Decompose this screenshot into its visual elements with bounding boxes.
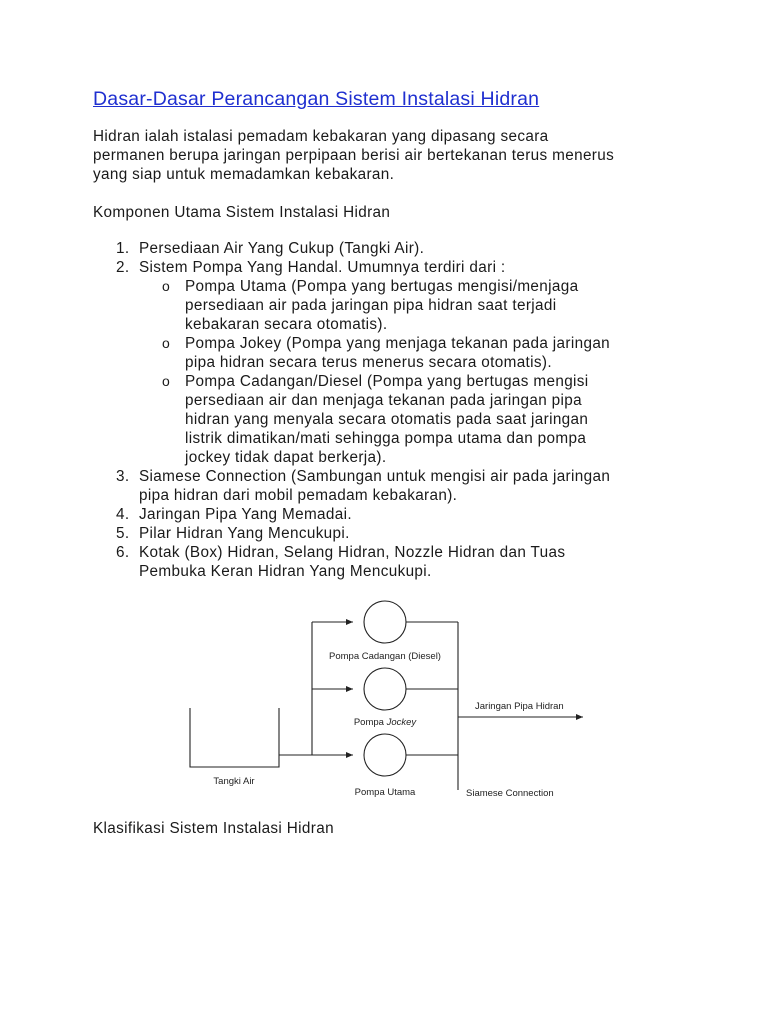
backup-pump-circle (364, 601, 406, 643)
list-item-text: Sistem Pompa Yang Handal. Umumnya terdiri dari : (139, 259, 506, 276)
jockey-pump-label-italic: Jockey (386, 717, 417, 728)
siamese-connection-label: Siamese Connection (466, 788, 554, 799)
sub-item-text: kebakaran secara otomatis). (185, 316, 388, 333)
tank-label: Tangki Air (213, 776, 255, 787)
sub-item-text: listrik dimatikan/mati sehingga pompa utama dan pompa (185, 430, 587, 447)
water-tank-shape (190, 708, 279, 767)
sub-item-text: Pompa Utama (Pompa yang bertugas mengisi/menjaga (185, 278, 579, 295)
list-item-text: Pembuka Keran Hidran Yang Mencukupi. (139, 563, 432, 580)
sub-item-text: Pompa Cadangan/Diesel (Pompa yang bertugas mengisi (185, 373, 589, 390)
intro-line: yang siap untuk memadamkan kebakaran. (93, 166, 395, 183)
intro-line: permanen berupa jaringan perpipaan berisi air bertekanan terus menerus (93, 147, 615, 164)
sub-item-text: jockey tidak dapat berkerja). (185, 449, 387, 466)
jockey-pump-circle (364, 668, 406, 710)
sub-item-text: Pompa Jokey (Pompa yang menjaga tekanan pada jaringan (185, 335, 611, 352)
list-item-text: pipa hidran dari mobil pemadam kebakaran). (139, 487, 458, 504)
list-item-text: Pilar Hidran Yang Mencukupi. (139, 525, 350, 542)
list-number: 6. (116, 544, 130, 561)
list-item-text: Siamese Connection (Sambungan untuk mengisi air pada jaringan (139, 468, 611, 485)
list-item-text: Kotak (Box) Hidran, Selang Hidran, Nozzle Hidran dan Tuas (139, 544, 566, 561)
page-title-link[interactable]: Dasar-Dasar Perancangan Sistem Instalasi Hidran (93, 88, 540, 110)
main-pump-circle (364, 734, 406, 776)
komponen-heading: Komponen Utama Sistem Instalasi Hidran (93, 204, 391, 221)
jockey-pump-label (354, 717, 418, 728)
main-pump-label: Pompa Utama (354, 787, 416, 798)
intro-line: Hidran ialah istalasi pemadam kebakaran yang dipasang secara (93, 128, 549, 145)
klasifikasi-heading: Klasifikasi Sistem Instalasi Hidran (93, 820, 334, 837)
bullet-marker: o (162, 278, 171, 294)
list-item-text: Jaringan Pipa Yang Memadai. (139, 506, 352, 523)
sub-item-text: persediaan air pada jaringan pipa hidran saat terjadi (185, 297, 557, 314)
list-number: 3. (116, 468, 130, 485)
hydrant-network-label: Jaringan Pipa Hidran (475, 701, 564, 712)
list-number: 2. (116, 259, 130, 276)
sub-item-text: hidran yang menyala secara otomatis pada saat jaringan (185, 411, 589, 428)
list-item-text: Persediaan Air Yang Cukup (Tangki Air). (139, 240, 425, 257)
list-number: 5. (116, 525, 130, 542)
sub-item-text: persediaan air dan menjaga tekanan pada jaringan pipa (185, 392, 583, 409)
sub-item-text: pipa hidran secara terus menerus secara otomatis). (185, 354, 552, 371)
list-number: 1. (116, 240, 130, 257)
bullet-marker: o (162, 335, 171, 351)
backup-pump-label: Pompa Cadangan (Diesel) (329, 651, 441, 662)
list-number: 4. (116, 506, 130, 523)
jockey-pump-label-prefix: Pompa (353, 717, 387, 728)
bullet-marker: o (162, 373, 171, 389)
